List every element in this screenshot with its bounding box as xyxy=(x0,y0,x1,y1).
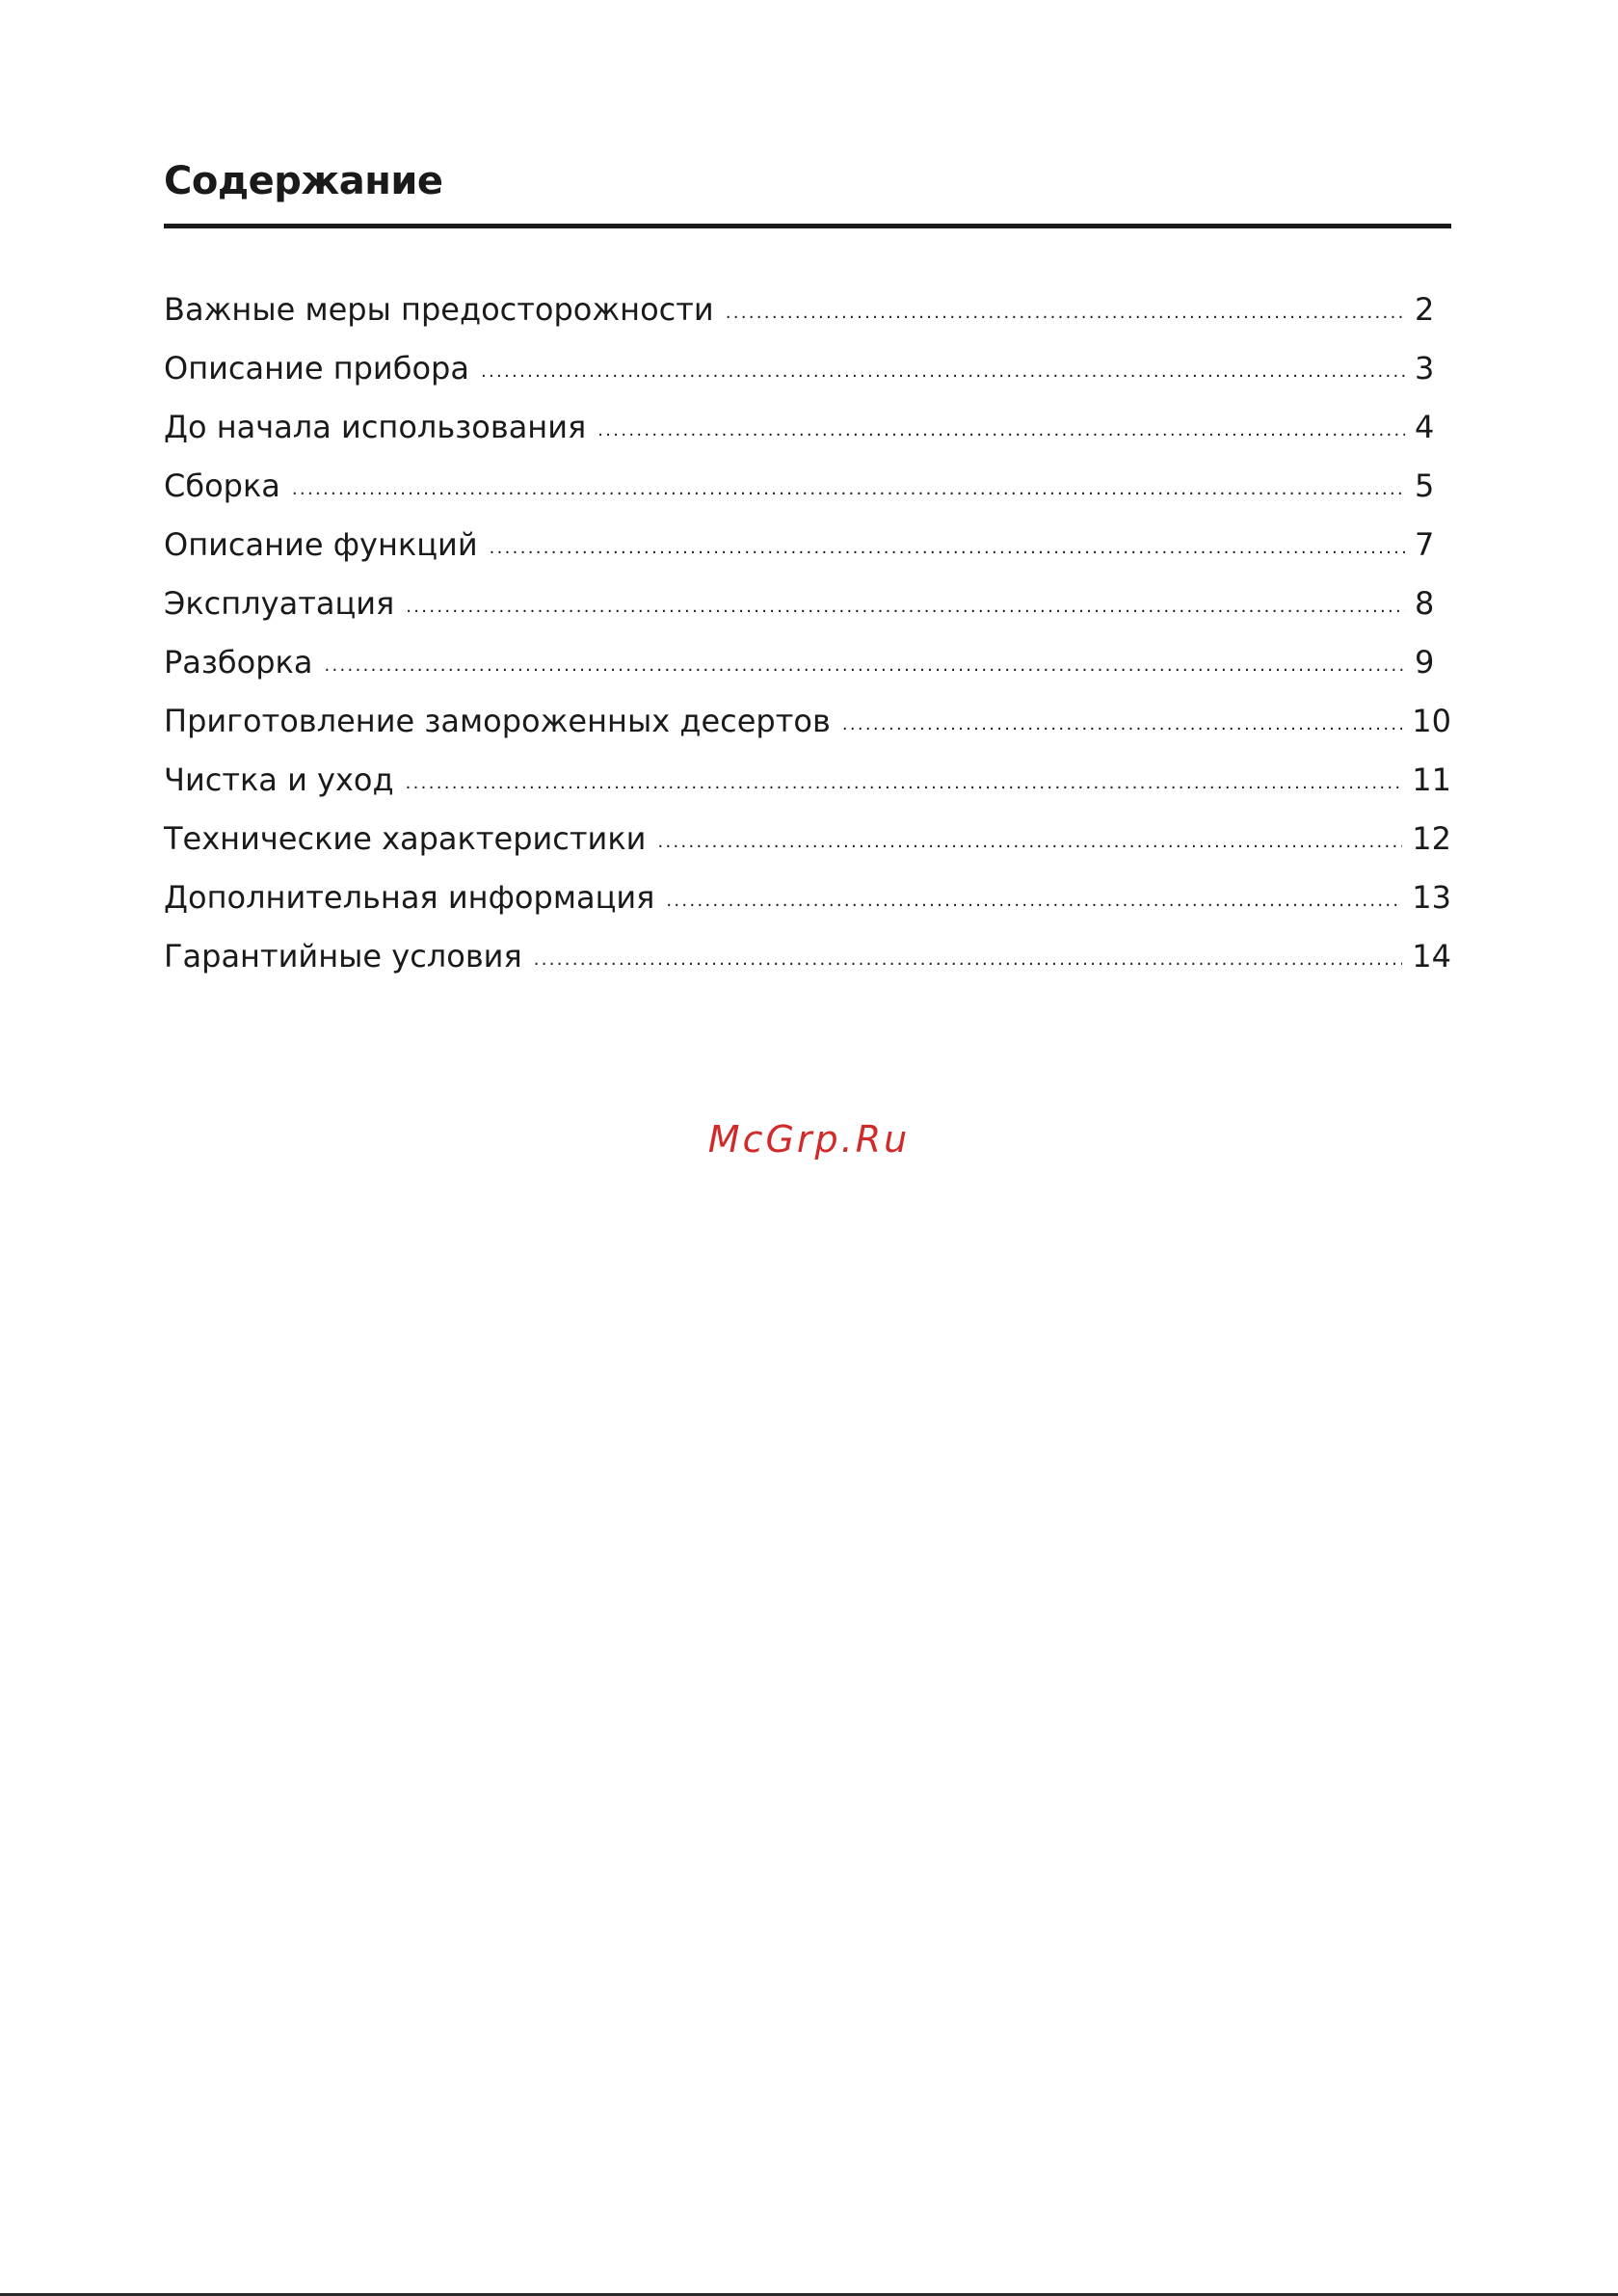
toc-entry[interactable] xyxy=(164,460,1451,519)
toc-entry-label: Описание прибора xyxy=(164,350,469,387)
toc-entry[interactable] xyxy=(164,519,1451,577)
watermark: McGrp.Ru xyxy=(707,1118,911,1161)
toc-entry[interactable] xyxy=(164,871,1451,930)
toc-dot-leader xyxy=(842,699,1402,751)
toc-dot-leader xyxy=(292,464,1405,516)
toc-entry-page: 5 xyxy=(1415,467,1435,504)
toc-entry[interactable] xyxy=(164,695,1451,754)
toc-entry-page: 11 xyxy=(1412,761,1451,798)
title-underline xyxy=(164,224,1451,228)
toc-entry-label: Важные меры предосторожности xyxy=(164,291,714,328)
toc-entry-label: Описание функций xyxy=(164,526,478,563)
toc-dot-leader xyxy=(490,522,1405,574)
toc-entry-label: Разборка xyxy=(164,644,313,681)
toc-dot-leader xyxy=(657,816,1402,868)
toc-entry-label: Приготовление замороженных десертов xyxy=(164,703,831,739)
toc-entry[interactable] xyxy=(164,342,1451,401)
toc-entry[interactable] xyxy=(164,754,1451,813)
toc-entry[interactable] xyxy=(164,813,1451,871)
toc-entry-page: 4 xyxy=(1415,409,1435,445)
toc-entry-label: Дополнительная информация xyxy=(164,879,655,916)
toc-entry-label: Технические характеристики xyxy=(164,820,647,857)
page-title: Содержание xyxy=(164,159,443,203)
toc-entry-label: Чистка и уход xyxy=(164,761,394,798)
toc-entry-page: 13 xyxy=(1412,879,1451,916)
toc-dot-leader xyxy=(666,875,1402,927)
toc-entry-label: Сборка xyxy=(164,467,280,504)
toc-entry-page: 3 xyxy=(1415,350,1435,387)
toc-entry[interactable] xyxy=(164,636,1451,695)
toc-entry[interactable] xyxy=(164,930,1451,989)
toc-dot-leader xyxy=(406,758,1403,810)
toc-entry-page: 7 xyxy=(1415,526,1435,563)
toc-entry-page: 8 xyxy=(1415,585,1435,622)
toc-entry-label: Гарантийные условия xyxy=(164,938,522,974)
toc-entry[interactable] xyxy=(164,577,1451,636)
toc-dot-leader xyxy=(597,405,1405,457)
toc-dot-leader xyxy=(406,581,1405,633)
toc-dot-leader xyxy=(324,640,1405,692)
toc-entry-label: До начала использования xyxy=(164,409,587,445)
toc-entry[interactable] xyxy=(164,283,1451,342)
toc-dot-leader xyxy=(481,346,1405,398)
toc-entry-page: 12 xyxy=(1412,820,1451,857)
toc-entry-page: 2 xyxy=(1415,291,1435,328)
toc-entry-label: Эксплуатация xyxy=(164,585,395,622)
toc-dot-leader xyxy=(534,934,1403,986)
table-of-contents xyxy=(164,283,1451,989)
toc-entry-page: 10 xyxy=(1412,703,1451,739)
toc-entry[interactable] xyxy=(164,401,1451,460)
toc-dot-leader xyxy=(726,287,1405,339)
toc-entry-page: 9 xyxy=(1415,644,1435,681)
toc-entry-page: 14 xyxy=(1412,938,1451,974)
